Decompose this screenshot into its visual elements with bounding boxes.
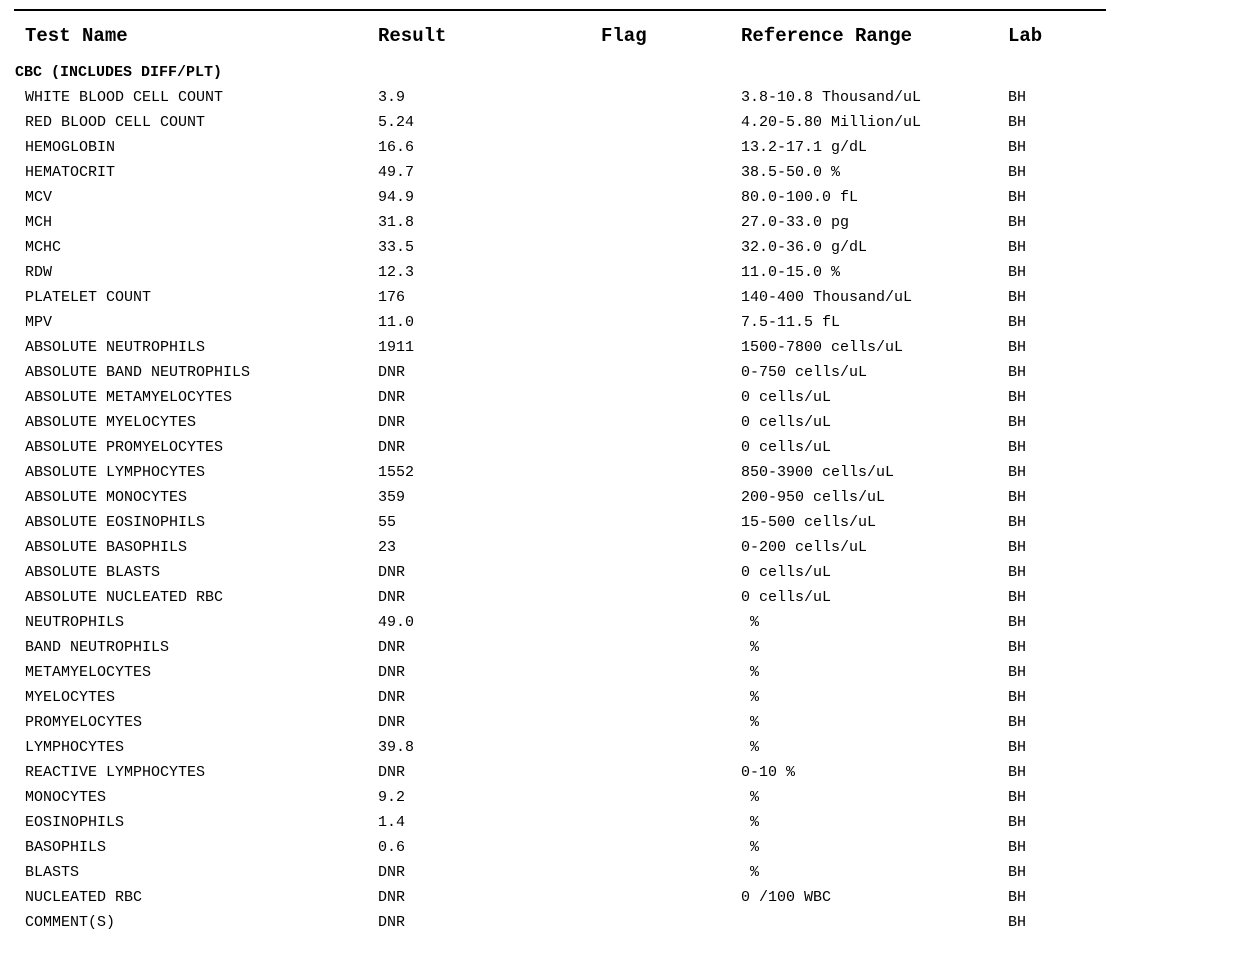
lab-cell: BH [1008,839,1027,856]
lab-cell: BH [1008,614,1027,631]
lab-cell: BH [1008,464,1027,481]
test-name-cell: NEUTROPHILS [25,614,125,631]
header-reference-range: Reference Range [741,25,913,47]
reference-range-cell: % [741,814,760,831]
test-name-cell: MCHC [25,239,62,256]
reference-range-cell: 1500-7800 cells/uL [741,339,904,356]
table-row [0,862,1240,887]
header-result: Result [378,25,447,47]
result-cell: DNR [378,389,406,406]
reference-range-cell: 0 cells/uL [741,389,832,406]
table-row [0,437,1240,462]
reference-range-cell: 0 cells/uL [741,589,832,606]
lab-cell: BH [1008,314,1027,331]
result-cell: 23 [378,539,397,556]
test-name-cell: WHITE BLOOD CELL COUNT [25,89,224,106]
test-name-cell: COMMENT(S) [25,914,116,931]
test-name-cell: EOSINOPHILS [25,814,125,831]
reference-range-cell: 80.0-100.0 fL [741,189,859,206]
reference-range-cell: 15-500 cells/uL [741,514,877,531]
result-cell: 11.0 [378,314,415,331]
result-cell: 49.0 [378,614,415,631]
reference-range-cell: % [741,839,760,856]
table-row [0,612,1240,637]
result-cell: 94.9 [378,189,415,206]
test-name-cell: LYMPHOCYTES [25,739,125,756]
result-cell: DNR [378,664,406,681]
lab-cell: BH [1008,114,1027,131]
lab-cell: BH [1008,739,1027,756]
test-name-cell: HEMOGLOBIN [25,139,116,156]
lab-cell: BH [1008,89,1027,106]
lab-cell: BH [1008,639,1027,656]
test-name-cell: ABSOLUTE BLASTS [25,564,161,581]
test-name-cell: BLASTS [25,864,80,881]
table-row [0,187,1240,212]
lab-cell: BH [1008,789,1027,806]
reference-range-cell: % [741,689,760,706]
result-cell: DNR [378,914,406,931]
reference-range-cell: % [741,639,760,656]
header-test-name: Test Name [25,25,128,47]
test-name-cell: MPV [25,314,53,331]
reference-range-cell: 13.2-17.1 g/dL [741,139,868,156]
table-row [0,362,1240,387]
reference-range-cell: % [741,864,760,881]
lab-cell: BH [1008,489,1027,506]
results-table [0,87,1240,937]
lab-cell: BH [1008,264,1027,281]
result-cell: 176 [378,289,406,306]
lab-cell: BH [1008,864,1027,881]
test-name-cell: NUCLEATED RBC [25,889,143,906]
result-cell: 5.24 [378,114,415,131]
test-name-cell: ABSOLUTE NEUTROPHILS [25,339,206,356]
reference-range-cell: 0-10 % [741,764,796,781]
lab-cell: BH [1008,689,1027,706]
lab-cell: BH [1008,289,1027,306]
header-flag: Flag [601,25,647,47]
table-row [0,662,1240,687]
table-row [0,412,1240,437]
reference-range-cell: % [741,714,760,731]
test-name-cell: HEMATOCRIT [25,164,116,181]
lab-cell: BH [1008,714,1027,731]
lab-cell: BH [1008,189,1027,206]
table-row [0,237,1240,262]
result-cell: DNR [378,889,406,906]
test-name-cell: PROMYELOCYTES [25,714,143,731]
table-row [0,212,1240,237]
table-row [0,687,1240,712]
table-row [0,87,1240,112]
table-row [0,262,1240,287]
result-cell: 0.6 [378,839,406,856]
table-row [0,587,1240,612]
table-row [0,137,1240,162]
result-cell: 3.9 [378,89,406,106]
reference-range-cell: 38.5-50.0 % [741,164,841,181]
result-cell: 39.8 [378,739,415,756]
test-name-cell: ABSOLUTE LYMPHOCYTES [25,464,206,481]
test-name-cell: ABSOLUTE EOSINOPHILS [25,514,206,531]
reference-range-cell: % [741,789,760,806]
table-header [0,24,1240,48]
result-cell: 1.4 [378,814,406,831]
test-name-cell: MCH [25,214,53,231]
lab-cell: BH [1008,414,1027,431]
test-name-cell: ABSOLUTE METAMYELOCYTES [25,389,233,406]
reference-range-cell: 4.20-5.80 Million/uL [741,114,922,131]
table-row [0,337,1240,362]
table-row [0,912,1240,937]
lab-cell: BH [1008,389,1027,406]
lab-cell: BH [1008,664,1027,681]
table-row [0,737,1240,762]
lab-cell: BH [1008,564,1027,581]
header-lab: Lab [1008,25,1043,47]
test-name-cell: BAND NEUTROPHILS [25,639,170,656]
result-cell: DNR [378,639,406,656]
test-name-cell: REACTIVE LYMPHOCYTES [25,764,206,781]
test-name-cell: BASOPHILS [25,839,107,856]
table-row [0,837,1240,862]
table-row [0,512,1240,537]
lab-cell: BH [1008,589,1027,606]
result-cell: DNR [378,714,406,731]
lab-cell: BH [1008,539,1027,556]
lab-cell: BH [1008,364,1027,381]
result-cell: 16.6 [378,139,415,156]
test-name-cell: MCV [25,189,53,206]
table-row [0,462,1240,487]
result-cell: 12.3 [378,264,415,281]
result-cell: DNR [378,364,406,381]
lab-cell: BH [1008,239,1027,256]
result-cell: DNR [378,564,406,581]
reference-range-cell: % [741,739,760,756]
table-row [0,312,1240,337]
test-name-cell: ABSOLUTE BASOPHILS [25,539,188,556]
table-row [0,287,1240,312]
reference-range-cell: 7.5-11.5 fL [741,314,841,331]
table-row [0,887,1240,912]
reference-range-cell: % [741,664,760,681]
reference-range-cell: 850-3900 cells/uL [741,464,895,481]
table-row [0,112,1240,137]
reference-range-cell: 0-750 cells/uL [741,364,868,381]
lab-cell: BH [1008,214,1027,231]
test-name-cell: ABSOLUTE MONOCYTES [25,489,188,506]
table-row [0,487,1240,512]
table-row [0,712,1240,737]
result-cell: 1552 [378,464,415,481]
lab-cell: BH [1008,889,1027,906]
lab-cell: BH [1008,764,1027,781]
test-name-cell: MYELOCYTES [25,689,116,706]
table-row [0,537,1240,562]
test-name-cell: RED BLOOD CELL COUNT [25,114,206,131]
reference-range-cell: 32.0-36.0 g/dL [741,239,868,256]
result-cell: 1911 [378,339,415,356]
result-cell: 55 [378,514,397,531]
result-cell: DNR [378,589,406,606]
reference-range-cell: 3.8-10.8 Thousand/uL [741,89,922,106]
test-name-cell: ABSOLUTE NUCLEATED RBC [25,589,224,606]
reference-range-cell: 0 cells/uL [741,564,832,581]
reference-range-cell: 27.0-33.0 pg [741,214,850,231]
lab-cell: BH [1008,139,1027,156]
table-row [0,762,1240,787]
result-cell: DNR [378,414,406,431]
result-cell: 31.8 [378,214,415,231]
table-row [0,812,1240,837]
result-cell: 49.7 [378,164,415,181]
top-divider [14,9,1106,11]
reference-range-cell: % [741,614,760,631]
reference-range-cell: 0-200 cells/uL [741,539,868,556]
table-row [0,387,1240,412]
table-row [0,562,1240,587]
lab-cell: BH [1008,914,1027,931]
lab-cell: BH [1008,439,1027,456]
test-name-cell: PLATELET COUNT [25,289,152,306]
lab-cell: BH [1008,514,1027,531]
test-name-cell: ABSOLUTE BAND NEUTROPHILS [25,364,251,381]
lab-cell: BH [1008,339,1027,356]
test-name-cell: MONOCYTES [25,789,107,806]
section-title: CBC (INCLUDES DIFF/PLT) [15,64,223,81]
lab-cell: BH [1008,164,1027,181]
result-cell: DNR [378,689,406,706]
result-cell: DNR [378,439,406,456]
test-name-cell: ABSOLUTE MYELOCYTES [25,414,197,431]
reference-range-cell: 0 /100 WBC [741,889,832,906]
result-cell: DNR [378,764,406,781]
table-row [0,787,1240,812]
test-name-cell: RDW [25,264,53,281]
result-cell: DNR [378,864,406,881]
reference-range-cell: 200-950 cells/uL [741,489,886,506]
lab-cell: BH [1008,814,1027,831]
table-row [0,637,1240,662]
reference-range-cell: 11.0-15.0 % [741,264,841,281]
reference-range-cell: 0 cells/uL [741,414,832,431]
test-name-cell: ABSOLUTE PROMYELOCYTES [25,439,224,456]
result-cell: 33.5 [378,239,415,256]
result-cell: 9.2 [378,789,406,806]
test-name-cell: METAMYELOCYTES [25,664,152,681]
reference-range-cell: 140-400 Thousand/uL [741,289,913,306]
table-row [0,162,1240,187]
reference-range-cell: 0 cells/uL [741,439,832,456]
result-cell: 359 [378,489,406,506]
